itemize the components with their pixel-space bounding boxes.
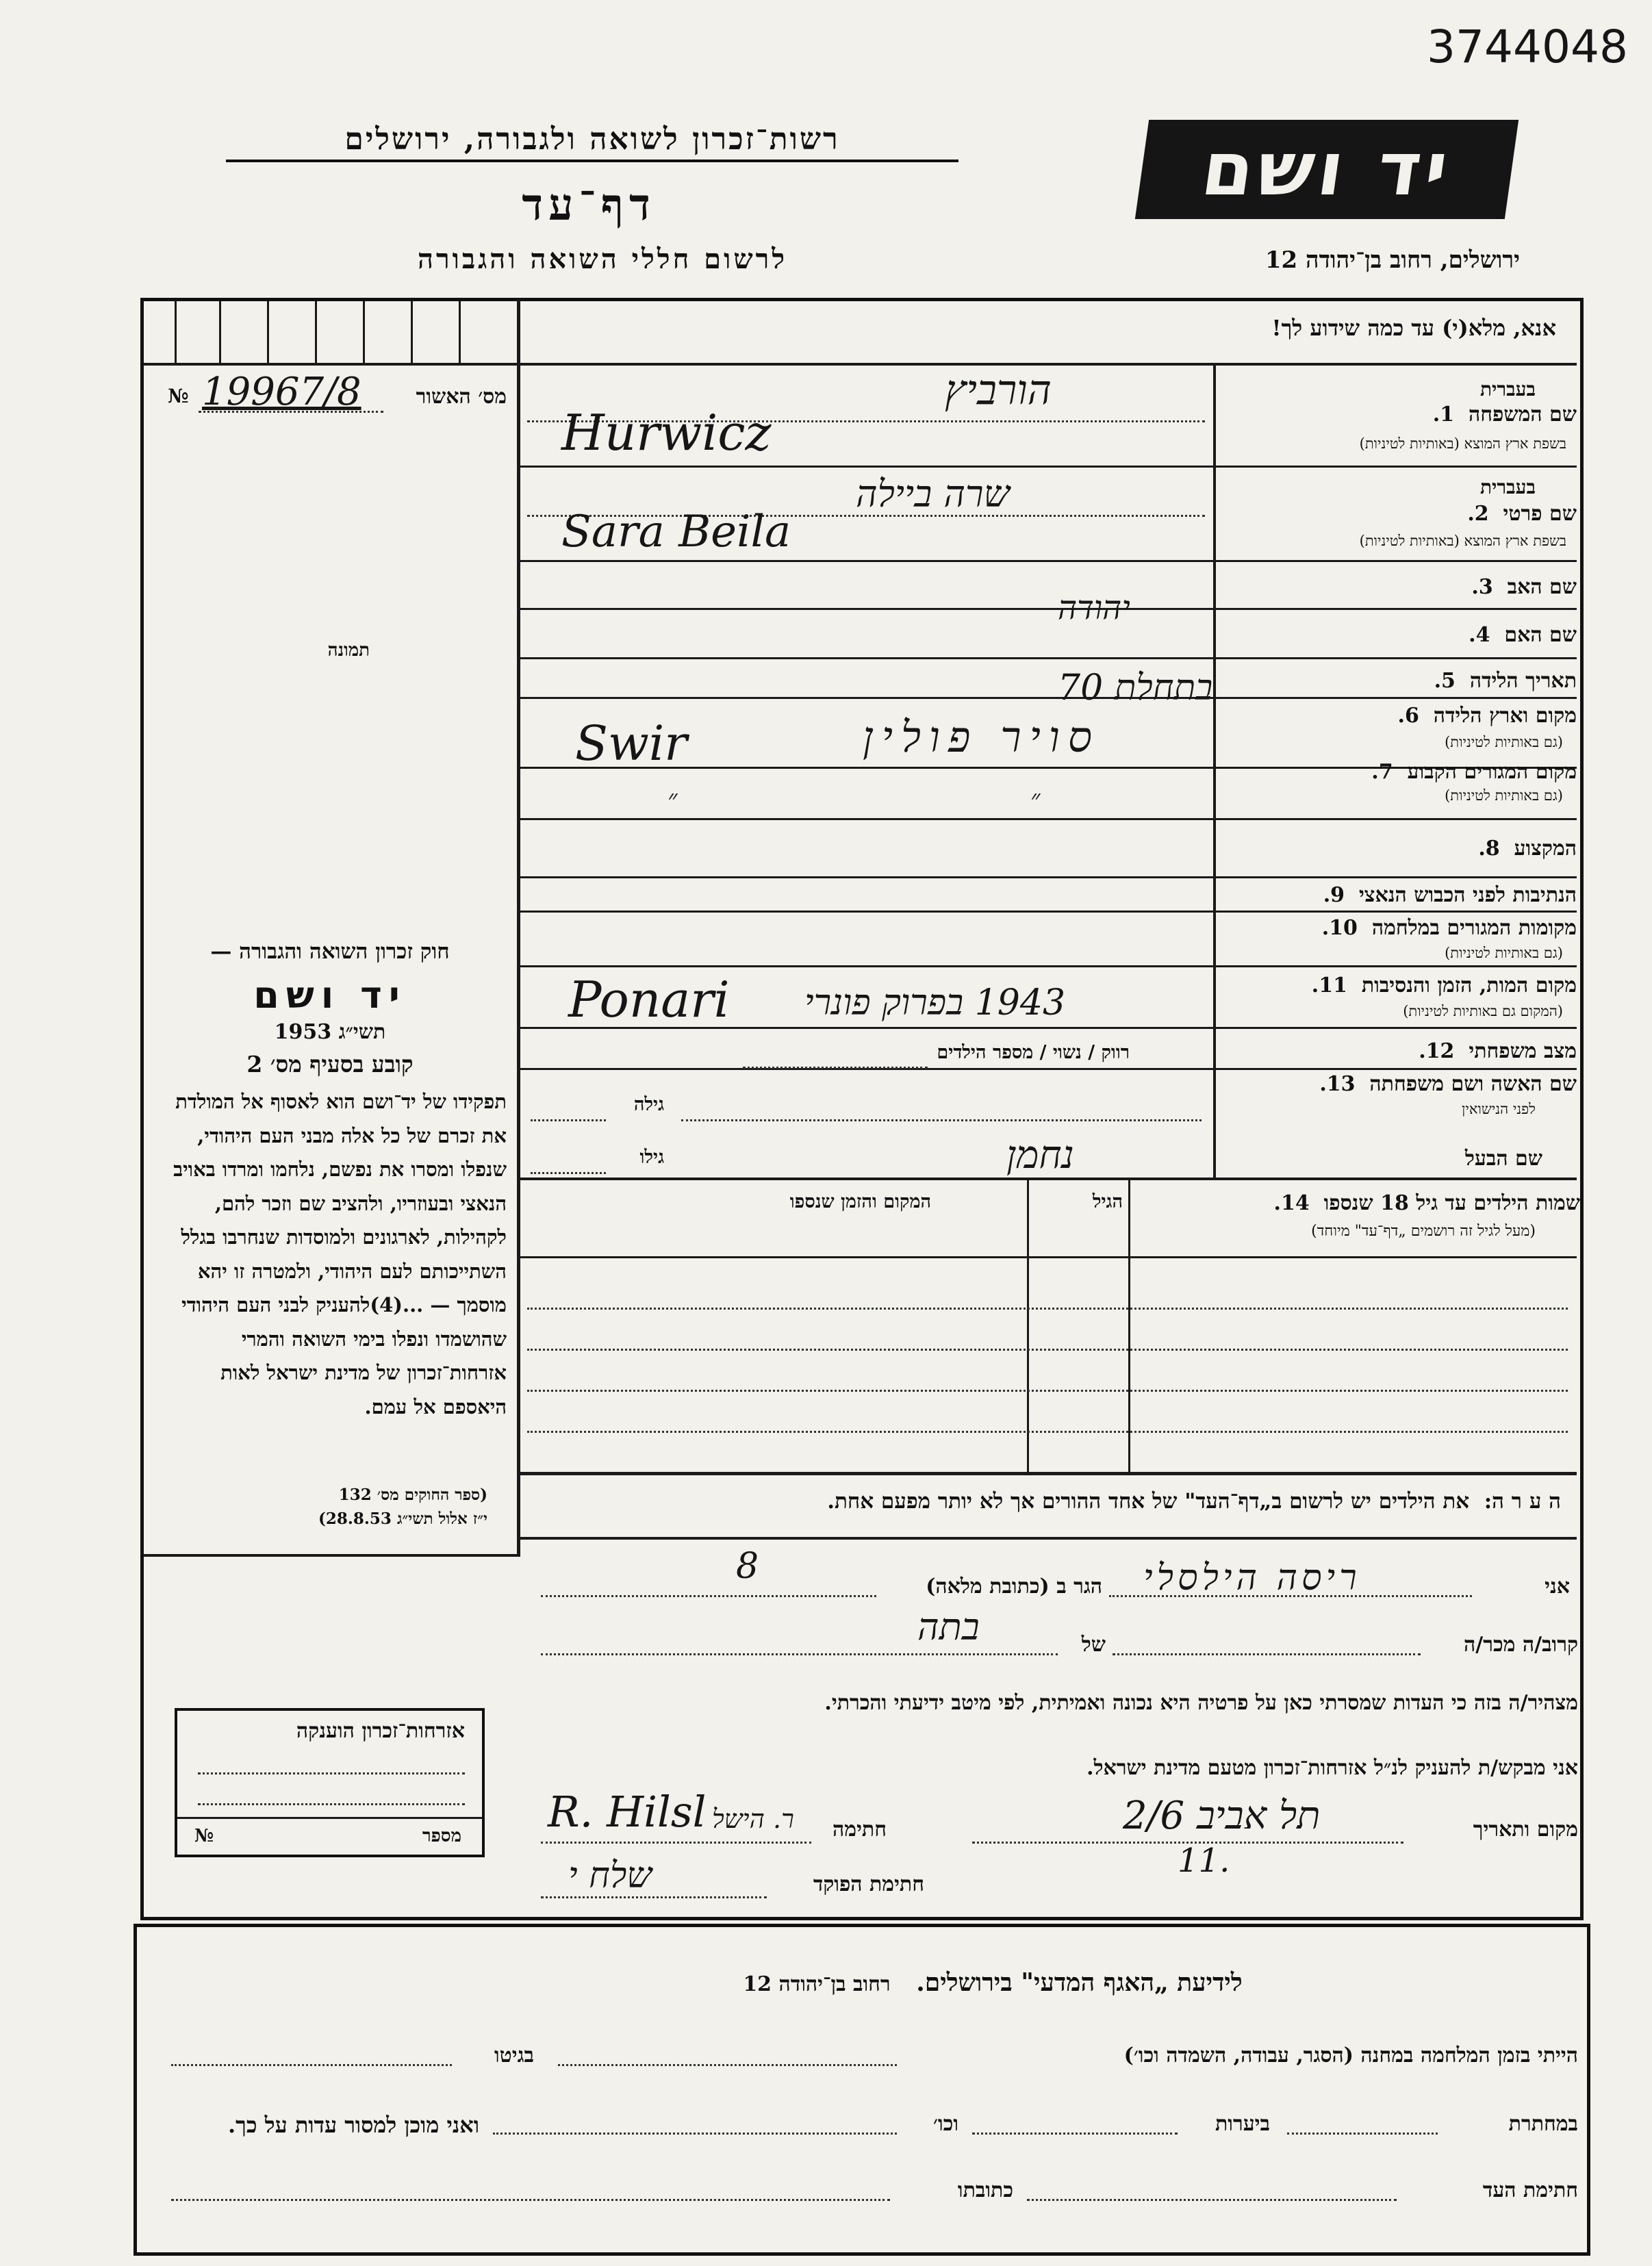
decl-officer-label: חתימת הפוקד xyxy=(813,1872,924,1896)
field-1-sub: בשפת ארץ המוצא (באותיות לטיניות) xyxy=(1359,435,1566,452)
hw-father: יהודה xyxy=(1058,589,1130,627)
yad-vashem-logo xyxy=(1135,120,1518,219)
col-place: המקום והזמן שנספו xyxy=(789,1191,931,1212)
hw-birth-date: בתחלת 70 xyxy=(1058,667,1213,709)
decl-declare-text: מצהיר/ה בזה כי העדות שמסרתי כאן על פרטיה היא נכונה ואמיתית, לפי מיטב ידיעתי והכרתי. xyxy=(824,1691,1578,1715)
field-11-label: מקום המות, הזמן והנסיבות 11. xyxy=(1311,973,1577,997)
hw-officer-sig: שלח י xyxy=(568,1855,652,1896)
husband-label: שם הבעל xyxy=(1464,1147,1542,1171)
law-body: תפקידו של יד־ושם הוא לאסוף אל המולדת את זכרם של כל אלה מבני העם היהודי, שנפלו ומסרו את נפשם, נלחמו ומרדו באויב הנאצי ובעוזריו, ולהציב שם וזכר להם, לקהילות, לארגונים ולמוסדות שנחרבו בגלל השתייכותם לעם היהודי, ולמטרה זו יהא מוסמך — ...(4)להעניק לבני העם היהודי שהושמדו ונפלו בימי השואה והמרי אזרחות־זכרון של מדינת ישראל לאות היאספם אל עמם. xyxy=(173,1090,507,1418)
approval-prefix: № xyxy=(168,385,189,407)
field-3-label: שם האב 3. xyxy=(1471,575,1577,599)
hw-surname-lat: Hurwicz xyxy=(561,404,772,461)
archive-number: 3744048 xyxy=(1427,21,1628,73)
note-row: ה ע ר ה: את הילדים יש לרשום ב„דף־העד" של אחד ההורים אך לא יותר מפעם אחת. xyxy=(827,1489,1561,1514)
hw-birth-place-heb: סויר פולין xyxy=(863,712,1100,762)
bottom-line3-b: כתובתו xyxy=(957,2178,1013,2202)
photo-label: תמונה xyxy=(327,640,370,661)
law-year: תשי״ג 1953 xyxy=(274,1020,386,1044)
bottom-line2-c: וכו׳ xyxy=(933,2112,958,2136)
children-sub: (מעל לגיל זה רושמים „דף־עד" מיוחד) xyxy=(1311,1223,1536,1240)
hw-place-date-2: 11. xyxy=(1178,1842,1230,1880)
citizenship-number-prefix: № xyxy=(194,1826,214,1846)
field-11-sub: (המקום גם באותיות לטיניות) xyxy=(1403,1003,1563,1019)
citizenship-box xyxy=(175,1708,485,1857)
field-9-label: הנתיבות לפני הכבוש הנאצי 9. xyxy=(1323,883,1577,907)
hw-residence-ditto-2: ״ xyxy=(1030,784,1041,814)
decl-i-label: אני xyxy=(1545,1575,1570,1599)
approval-label: מס׳ האשור xyxy=(416,385,507,409)
bottom-line3-a: חתימת העד xyxy=(1482,2178,1578,2202)
field-12-label: מצב משפחתי 12. xyxy=(1419,1039,1577,1063)
logo-text: יד ושם xyxy=(1196,127,1458,212)
field-2-sub: בשפת ארץ המוצא (באותיות לטיניות) xyxy=(1359,533,1566,549)
citizenship-title: אזרחות־זכרון הוענקה xyxy=(296,1719,465,1743)
decl-of-label: של xyxy=(1081,1633,1106,1657)
col-age: הגיל xyxy=(1092,1191,1123,1212)
tick-boxes xyxy=(144,301,517,363)
children-label: שמות הילדים עד גיל 18 שנספו 14. xyxy=(1273,1191,1580,1215)
header-subtitle: לרשום חללי השואה והגבורה xyxy=(417,243,788,275)
bottom-line2-d: ואני מוכן למסור עדות על כך. xyxy=(227,2112,479,2138)
top-row-rule xyxy=(144,363,1577,366)
hw-first-lat: Sara Beila xyxy=(561,507,791,557)
decl-place-date-label: מקום ותאריך xyxy=(1473,1818,1578,1842)
decl-signature-label: חתימה xyxy=(833,1818,887,1842)
citizenship-number-label: מספר xyxy=(422,1826,461,1846)
field-13-label: שם האשה ושם משפחתה 13. xyxy=(1319,1072,1577,1096)
field-8-label: המקצוע 8. xyxy=(1478,837,1577,861)
bottom-line2-b: ביערות xyxy=(1215,2112,1270,2136)
field-7-sub: (גם באותיות לטיניות) xyxy=(1445,787,1563,804)
field-4-label: שם האם 4. xyxy=(1469,623,1577,647)
label-column-divider xyxy=(1213,363,1216,1177)
hw-declarant-name: ריסה הילסלי xyxy=(1143,1557,1361,1599)
field-6-sub: (גם באותיות לטיניות) xyxy=(1445,734,1563,750)
left-column-divider xyxy=(517,300,520,1477)
hw-signature-heb: ר. הישל xyxy=(712,1804,794,1834)
age-label-m: גילו xyxy=(639,1147,664,1168)
law-title: חוק זכרון השואה והגבורה — xyxy=(210,939,450,964)
instruction-text: אנא, מלא(י) עד כמה שידוע לך! xyxy=(1271,315,1556,341)
law-clause: קובע בסעיף מס׳ 2 xyxy=(246,1051,414,1078)
header-title: דף־עד xyxy=(522,179,656,231)
field-10-label: מקומות המגורים במלחמה 10. xyxy=(1321,916,1577,940)
lang-hebrew-1: בעברית xyxy=(1479,378,1536,400)
hw-signature: R. Hilsl xyxy=(548,1787,707,1837)
hw-surname-heb: הורביץ xyxy=(945,366,1052,414)
hw-residence-ditto-1: ״ xyxy=(668,784,678,814)
hw-first-heb: שרה ביילה xyxy=(856,472,1010,515)
field-13-sub: לפני הנישואין xyxy=(1462,1101,1536,1117)
field-5-label: תאריך הלידה 5. xyxy=(1434,669,1577,693)
approval-value: 19967/8 xyxy=(202,370,361,414)
field-6-label: מקום וארץ הלידה 6. xyxy=(1397,704,1577,728)
lang-hebrew-2: בעברית xyxy=(1479,476,1536,498)
bottom-line1-b: בגיטו xyxy=(494,2044,534,2067)
header-authority: רשות־זכרון לשואה ולגבורה, ירושלים xyxy=(226,122,958,162)
hw-declarant-address: 8 xyxy=(736,1546,759,1587)
hw-husband-name: נחמן xyxy=(1006,1133,1074,1177)
header-address: ירושלים, רחוב בן־יהודה 12 xyxy=(1265,246,1520,274)
law-citation-2: י״ז אלול תשי״ג 28.8.53) xyxy=(318,1510,487,1528)
law-logo: יד ושם xyxy=(253,973,407,1017)
field-10-sub: (גם באותיות לטיניות) xyxy=(1445,945,1563,961)
decl-relative-label: קרוב/ה מכר/ה xyxy=(1464,1633,1578,1657)
decl-request-text: אני מבקש/ת להעניק לנ״ל אזרחות־זכרון מטעם מדינת ישראל. xyxy=(1086,1756,1578,1780)
bottom-title: לידיעת „האגף המדעי" בירושלים. רחוב בן־יהודה 12 xyxy=(743,1968,1243,1997)
hw-birth-place-lat: Swir xyxy=(575,715,687,772)
decl-resident-label: הגר ב (כתובת מלאה) xyxy=(926,1575,1102,1599)
field-7-label: מקום המגורים הקבוע 7. xyxy=(1371,760,1577,784)
hw-relation: בתה xyxy=(917,1605,980,1648)
field-2-label: שם פרטי 2. xyxy=(1467,502,1577,526)
law-citation-1: (ספר החוקים מס׳ 132 xyxy=(338,1486,487,1504)
hw-place-date: תל אביב 2/6 xyxy=(1123,1794,1321,1838)
age-label-f: גילה xyxy=(633,1094,664,1115)
field-1-label: שם המשפחה 1. xyxy=(1432,403,1577,427)
marital-options: רווק / נשוי / מספר הילדים xyxy=(937,1042,1130,1063)
bottom-line2-a: במחתרת xyxy=(1508,2112,1578,2136)
bottom-line1-a: הייתי בזמן המלחמה במחנה (הסגר, עבודה, השמדה וכו׳) xyxy=(1123,2044,1578,2067)
hw-death-heb: 1943 בפרוק פונרי xyxy=(804,982,1066,1023)
hw-death-lat: Ponari xyxy=(568,971,730,1028)
